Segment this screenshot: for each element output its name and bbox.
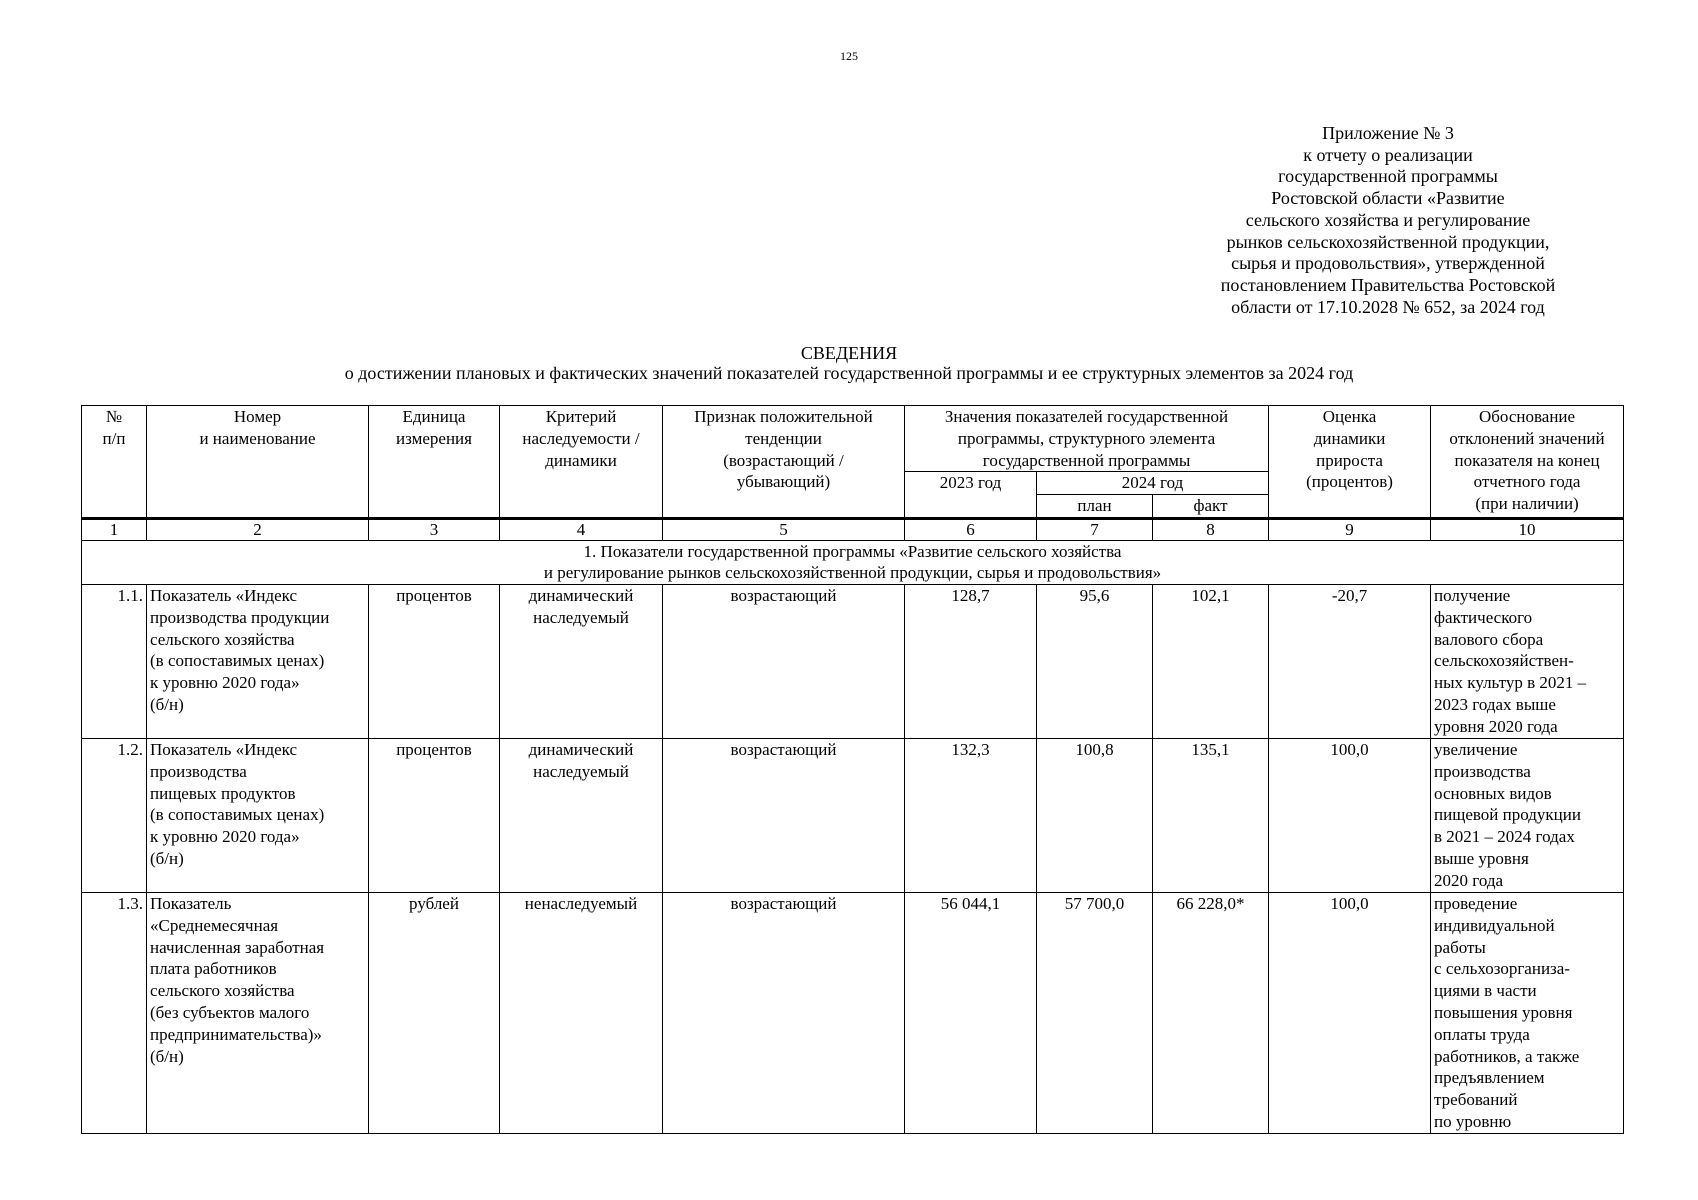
section-title: 1. Показатели государственной программы «Развитие сельского хозяйства и регулирование рынков сельскохозяйственной продукции, сырья и продовольствия» [82, 540, 1624, 584]
row-name: Показатель «Индекс производства пищевых продуктов (в сопоставимых ценах) к уровню 2020 года» (б/н) [147, 738, 369, 892]
column-number: 6 [905, 518, 1037, 540]
header-name: Номер и наименование [147, 406, 369, 519]
column-number: 5 [663, 518, 905, 540]
header-row [82, 406, 1624, 472]
row-justification: увеличение производства основных видов пищевой продукции в 2021 – 2024 годах выше уровня 2020 года [1431, 738, 1624, 892]
header-values-group: Значения показателей государственной программы, структурного элемента государственной программы [905, 406, 1269, 472]
row-value-2023: 132,3 [905, 738, 1037, 892]
header-dynamics: Оценка динамики прироста (процентов) [1269, 406, 1431, 519]
header-year-2024: 2024 год [1037, 472, 1269, 495]
row-name: Показатель «Среднемесячная начисленная заработная плата работников сельского хозяйства (без субъектов малого предпринимательства)» (б/н) [147, 892, 369, 1133]
row-value-plan: 57 700,0 [1037, 892, 1153, 1133]
row-num: 1.3. [82, 892, 147, 1133]
header-justification: Обоснование отклонений значений показателя на конец отчетного года (при наличии) [1431, 406, 1624, 519]
table-row [82, 584, 1624, 738]
column-number: 1 [82, 518, 147, 540]
row-trend: возрастающий [663, 584, 905, 738]
appendix-line: к отчету о реализации [1303, 144, 1473, 165]
appendix-line: сырья и продовольствия», утвержденной [1231, 253, 1545, 274]
column-number: 4 [500, 518, 663, 540]
appendix-line: рынков сельскохозяйственной продукции, [1226, 231, 1550, 252]
header-num: № п/п [82, 406, 147, 519]
column-number: 9 [1269, 518, 1431, 540]
row-num: 1.2. [82, 738, 147, 892]
table-row [82, 892, 1624, 1133]
page-number: 125 [840, 49, 858, 63]
row-trend: возрастающий [663, 738, 905, 892]
appendix-line: Приложение № 3 [1322, 123, 1454, 143]
row-name: Показатель «Индекс производства продукции сельского хозяйства (в сопоставимых ценах) к уровню 2020 года» (б/н) [147, 584, 369, 738]
column-numbers-row [82, 518, 1624, 540]
column-number: 2 [147, 518, 369, 540]
row-num: 1.1. [82, 584, 147, 738]
appendix-block [1183, 123, 1593, 318]
document-subtitle: о достижении плановых и фактических значений показателей государственной программы и ее структурных элементов за 2024 год [344, 363, 1354, 383]
row-value-fact: 66 228,0* [1153, 892, 1269, 1133]
row-value-2023: 56 044,1 [905, 892, 1037, 1133]
header-trend: Признак положительной тенденции (возрастающий / убывающий) [663, 406, 905, 519]
row-value-plan: 100,8 [1037, 738, 1153, 892]
column-number: 3 [369, 518, 500, 540]
header-unit: Единица измерения [369, 406, 500, 519]
appendix-line: сельского хозяйства и регулирование [1245, 209, 1531, 230]
header-year-2023: 2023 год [905, 472, 1037, 519]
appendix-line: государственной программы [1278, 166, 1498, 187]
row-justification: получение фактического валового сбора сельскохозяйствен- ных культур в 2021 – 2023 годах выше уровня 2020 года [1431, 584, 1624, 738]
column-number: 10 [1431, 518, 1624, 540]
row-value-fact: 135,1 [1153, 738, 1269, 892]
row-dynamics: 100,0 [1269, 892, 1431, 1133]
row-value-plan: 95,6 [1037, 584, 1153, 738]
table-row [82, 738, 1624, 892]
indicators-table [81, 405, 1624, 1134]
header-fact: факт [1153, 495, 1269, 519]
row-criterion: ненаследуемый [500, 892, 663, 1133]
document-title: СВЕДЕНИЯ [800, 343, 898, 363]
column-number: 8 [1153, 518, 1269, 540]
row-unit: рублей [369, 892, 500, 1133]
row-criterion: динамический наследуемый [500, 738, 663, 892]
row-dynamics: 100,0 [1269, 738, 1431, 892]
row-value-2023: 128,7 [905, 584, 1037, 738]
row-justification: проведение индивидуальной работы с сельхозорганиза- циями в части повышения уровня оплаты труда работников, а также предъявлением требований по уровню [1431, 892, 1624, 1133]
row-unit: процентов [369, 584, 500, 738]
appendix-line: постановлением Правительства Ростовской [1220, 274, 1556, 295]
appendix-line: области от 17.10.2028 № 652, за 2024 год [1231, 296, 1545, 317]
column-number: 7 [1037, 518, 1153, 540]
appendix-line: Ростовской области «Развитие [1271, 188, 1505, 209]
row-trend: возрастающий [663, 892, 905, 1133]
row-value-fact: 102,1 [1153, 584, 1269, 738]
header-plan: план [1037, 495, 1153, 519]
row-unit: процентов [369, 738, 500, 892]
header-criterion: Критерий наследуемости / динамики [500, 406, 663, 519]
section-row [82, 540, 1624, 584]
row-criterion: динамический наследуемый [500, 584, 663, 738]
row-dynamics: -20,7 [1269, 584, 1431, 738]
